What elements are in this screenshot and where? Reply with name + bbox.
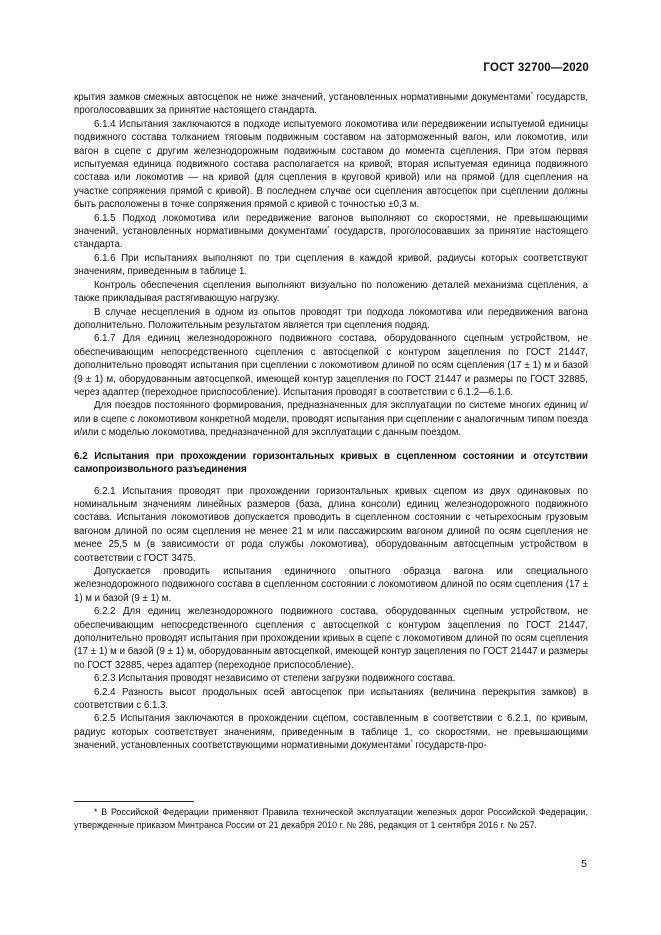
paragraph-6-1-6: 6.1.6 При испытаниях выполняют по три сцепления в каждой кривой, радиусы которых соответствуют значениям, приведенным в таблице 1. bbox=[74, 252, 588, 278]
paragraph-6-1-5 bbox=[74, 212, 588, 252]
paragraph-6-1-4: 6.1.4 Испытания заключаются в подходе испытуемого локомотива или передвижении испытуемой единицы подвижного состава толканием тяговым подвижным составом на заторможенный вагон, или локомотив, или вагон в сцепе с другим железнодорожным подвижным составом до момента сцепления. При этом первая испытуемая единица подвижного состава располагается на кривой; вторая испытуемая единица подвижного состава или локомотив — на кривой (для сцепления в круговой кривой) или на прямой (для сцепления на участке сопряжения прямой с кривой). В последнем случае оси сцепления автосцепок при сцеплении должны быть расположены в точке сопряжения прямой с кривой с точностью ±0,3 м. bbox=[74, 118, 588, 211]
footnote-divider bbox=[74, 801, 194, 802]
page-number: 5 bbox=[581, 858, 587, 870]
paragraph-6-2-4: 6.2.4 Разность высот продольных осей автосцепок при испытаниях (величина перекрытия замков) в соответствии с 6.1.3. bbox=[74, 686, 588, 712]
footnote-ref: * bbox=[530, 91, 534, 98]
standard-header: ГОСТ 32700—2020 bbox=[483, 62, 589, 74]
para-text: 6.2.5 Испытания заключаются в прохождении сцепом, составленным в соответствии с 6.2.1, по кривым, радиус которых соответствует значениям, приведенным в таблице 1, со скоростями, не превышающими значений, установленных соответствующими нормативными документами bbox=[74, 713, 588, 752]
paragraph-continuation bbox=[74, 91, 588, 118]
paragraph-single-prototype: Допускается проводить испытания единичного опытного образца вагона или специального железнодорожного подвижного состава в сцепленном состоянии с локомотивом длиной по осям сцепления (17 ± 1) м и базой (9 ± 1) м. bbox=[74, 566, 588, 604]
footnote-ref: * bbox=[410, 740, 413, 747]
section-heading-6-2: 6.2 Испытания при прохождении горизонтальных кривых в сцепленном состоянии и отсутствии самопроизвольного разъединения bbox=[74, 450, 588, 476]
paragraph-6-2-5 bbox=[74, 712, 588, 752]
paragraph-6-1-7: 6.1.7 Для единиц железнодорожного подвижного состава, оборудованного сцепным устройством, не обеспечивающим непосредственного сцепления с автосцепкой с контуром зацепления по ГОСТ 21447, дополнительно проводят испытания при сцеплении с локомотивом длиной по осям сцепления (17 ± 1) м и базой (9 ± 1) м, оборудованным автосцепкой, имеющей контур зацепления по ГОСТ 21447 и размеры по ГОСТ 32885, через адаптер (переходное приспособление). Испытания проводят в соответствии с 6.1.2—6.1.6. bbox=[74, 333, 588, 398]
para-tail: государств-про- bbox=[412, 740, 487, 752]
paragraph-non-coupling: В случае несцепления в одном из опытов проводят три подхода локомотива или передвижения вагона дополнительно. Положительным результатом является три сцепления подряд. bbox=[74, 306, 588, 331]
para-text: 6.1.5 Подход локомотива или передвижение вагонов выполняют со скоростями, не превышающими значений, установленных нормативными документами bbox=[74, 212, 588, 238]
para-tail: государств, проголосовавших за принятие настоящего стандарта. bbox=[74, 226, 588, 251]
footnote-mark: * bbox=[94, 807, 98, 817]
paragraph-control: Контроль обеспечения сцепления выполняют визуально по положению деталей механизма сцепления, а также прикладывая растягивающую нагрузку. bbox=[74, 279, 588, 305]
footnote-ref: * bbox=[327, 225, 330, 232]
paragraph-6-2-3: 6.2.3 Испытания проводят независимо от степени загрузки подвижного состава. bbox=[94, 673, 456, 685]
paragraph-fixed-trains: Для поездов постоянного формирования, предназначенных для эксплуатации по системе многих единиц и/или в сцепе с локомотивом конкретной модели, проводят испытания при сцеплении с аналогичным типом поезда и/или с моделью локомотива, предназначенной для эксплуатации с данным поездом. bbox=[74, 400, 589, 439]
para-text: крытия замков смежных автосцепок не ниже значений, установленных нормативными документами bbox=[74, 92, 531, 103]
paragraph-6-2-2: 6.2.2 Для единиц железнодорожного подвижного состава, оборудованных сцепным устройством, не обеспечивающим непосредственного сцепления с автосцепкой с контуром зацепления по ГОСТ 21447, дополнительно проводят испытания при прохождении кривых в сцепе с локомотивом длиной по осям сцепления (17 ± 1) м и базой (9 ± 1) м, оборудованным автосцепкой, имеющей контур зацепления по ГОСТ 21447 и размеры по ГОСТ 32885, через адаптер (переходное приспособление). bbox=[74, 606, 588, 671]
footnote bbox=[74, 806, 588, 831]
paragraph-6-2-1: 6.2.1 Испытания проводят при прохождении горизонтальных кривых сцепом из двух одинаковых по номинальным значениям линейных размеров (база, длина консоли) единиц железнодорожного подвижного состава. Испытания локомотивов допускается проводить в сцепленном состоянии с четырехосным грузовым вагоном длиной по осям сцепления не менее 21 м или пассажирским вагоном длиной по осям сцепления не менее 25,5 м (в зависимости от рода службы локомотива), оборудованным автосцепным устройством в соответствии с ГОСТ 3475. bbox=[74, 485, 588, 564]
document-body bbox=[74, 91, 588, 753]
para-tail: государств, проголосовавших за принятие настоящего стандарта. bbox=[74, 92, 589, 117]
footnote-text: В Российской Федерации применяют Правила технической эксплуатации железных дорог Российской Федерации, утвержденные приказом Минтранса России от 21 декабря 2010 г. № 286, редакция от 1 сентября 2016 г. № 257. bbox=[74, 807, 588, 830]
